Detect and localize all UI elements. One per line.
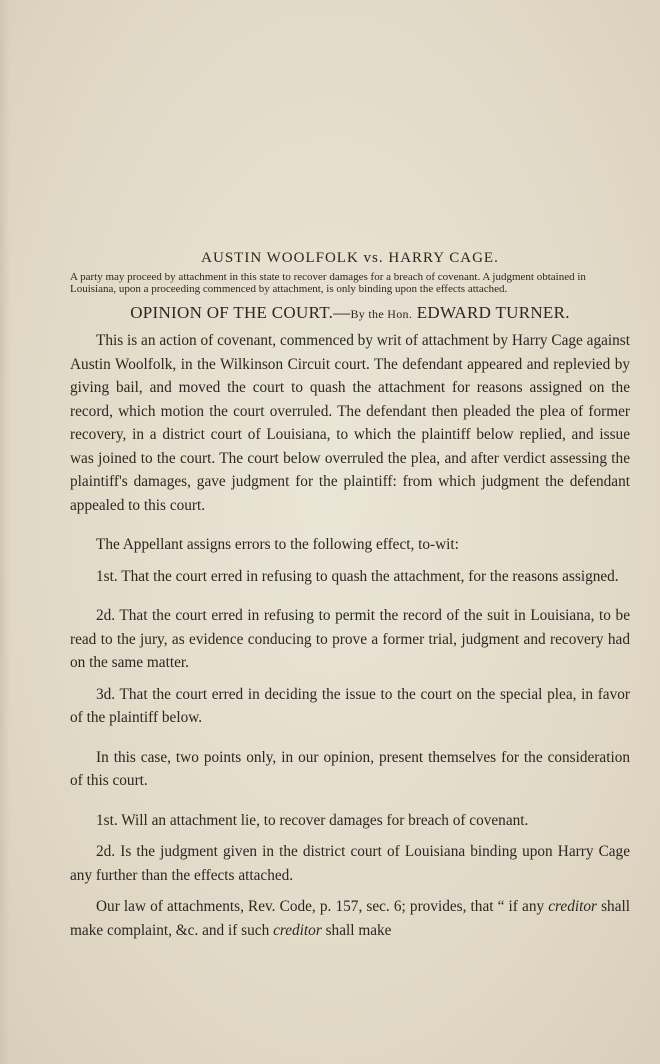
- paragraph-8: 2d. Is the judgment given in the district court of Louisiana binding upon Harry Cage any further than the effects attached.: [70, 843, 630, 884]
- paragraph-9: [70, 895, 630, 942]
- paragraph-9-italic-2: creditor: [273, 921, 322, 939]
- opinion-title-judge: EDWARD TURNER.: [416, 303, 570, 322]
- paragraph-9-italic-1: creditor: [548, 898, 597, 915]
- paragraph-9-part-2: shall make complaint, &c. and if such: [70, 898, 630, 939]
- case-heading: AUSTIN WOOLFOLK vs. HARRY CAGE.: [201, 250, 499, 266]
- paragraph-9-part-1: Our law of attachments, Rev. Code, p. 157, sec. 6; provides, that “ if any: [96, 898, 549, 915]
- opinion-title-by: By the Hon.: [350, 307, 413, 321]
- page-content: [70, 250, 630, 958]
- paragraph-3: 1st. That the court erred in refusing to quash the attachment, for the reasons assigned.: [96, 567, 619, 585]
- page-edge-shadow: [0, 0, 10, 1064]
- paragraph-1: This is an action of covenant, commenced by writ of attachment by Harry Cage against Austin Woolfolk, in the Wilkinson Circuit court. The defendant appeared and replevied by giving bail, and moved the court to quash the attachment for reasons assigned on the record, which motion the court overruled. The defendant then pleaded the plea of former recovery, in a district court of Louisiana, to which the plaintiff below replied, and issue was joined to the court. The court below overruled the plea, and after verdict assessing the plaintiff's damages, gave judgment for the plaintiff: from which judgment the defendant appealed to this court.: [70, 332, 630, 514]
- paragraph-6: In this case, two points only, in our opinion, present themselves for the consideration of this court.: [70, 748, 630, 789]
- paragraph-2: The Appellant assigns errors to the following effect, to-wit:: [96, 536, 459, 553]
- case-syllabus: A party may proceed by attachment in this state to recover damages for a breach of covenant. A judgment obtained in Louisiana, upon a proceeding commenced by attachment, is only binding upon the effects attached.: [70, 271, 586, 295]
- paragraph-5: 3d. That the court erred in deciding the issue to the court on the special plea, in favor of the plaintiff below.: [70, 685, 630, 726]
- opinion-title-lead: OPINION OF THE COURT.—: [130, 303, 351, 322]
- paragraph-4: 2d. That the court erred in refusing to permit the record of the suit in Louisiana, to be read to the jury, as evidence conducing to prove a former trial, judgment and recovery had on the same matter.: [70, 607, 630, 671]
- opinion-title: [70, 303, 630, 323]
- paragraph-7: 1st. Will an attachment lie, to recover damages for breach of covenant.: [96, 811, 529, 829]
- paragraph-9-part-3: shall make: [321, 921, 392, 939]
